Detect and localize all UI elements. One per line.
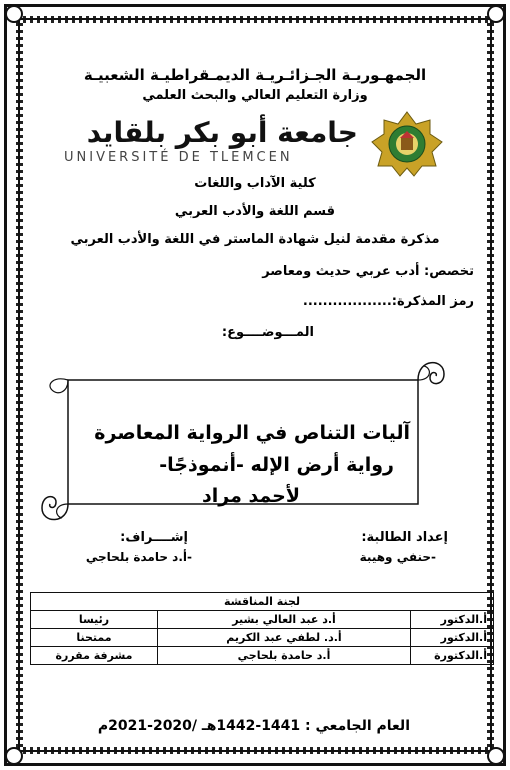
- member-role: رئيسا: [31, 611, 158, 629]
- member-rank: أ.الدكتور: [411, 629, 494, 647]
- thesis-title-line2: رواية أرض الإله -أنموذجًا-: [159, 454, 394, 476]
- republic-heading: الجمهـوريـة الجـزائـريـة الديمـقراطيـة الشعبيـة: [83, 66, 427, 84]
- member-role: مشرفة مقررة: [31, 647, 158, 665]
- corner-ornament: [5, 747, 23, 765]
- academic-year: العام الجامعي : 1441-1442هـ /2020-2021م: [97, 718, 410, 734]
- committee-title: لجنة المناقشة: [31, 593, 494, 611]
- university-logo: [60, 112, 450, 178]
- department-name: قسم اللغة والأدب العربي: [174, 204, 336, 219]
- thesis-title-line3: لأحمد مراد: [201, 485, 300, 507]
- student-name: -حنفي وهيبة: [359, 550, 436, 564]
- topic-label: المـــوضــــوع:: [221, 325, 314, 340]
- memo-description: مذكرة مقدمة لنيل شهادة الماستر في اللغة والأدب العربي: [70, 232, 440, 247]
- corner-ornament: [5, 5, 23, 23]
- member-rank: أ.الدكتور: [411, 611, 494, 629]
- memo-code: رمز المذكرة:..................: [302, 294, 474, 309]
- member-name: أ.د. لطفي عبد الكريم: [158, 629, 411, 647]
- member-name: أ.د عبد العالي بشير: [158, 611, 411, 629]
- corner-ornament: [487, 747, 505, 765]
- faculty-name: كلية الآداب واللغات: [194, 176, 316, 191]
- corner-ornament: [487, 5, 505, 23]
- member-role: ممتحنا: [31, 629, 158, 647]
- member-rank: أ.الدكتورة: [411, 647, 494, 665]
- specialty: تخصص: أدب عربي حديث ومعاصر: [262, 264, 474, 279]
- university-name-fr: UNIVERSITÉ DE TLEMCEN: [64, 150, 293, 165]
- ministry-heading: وزارة التعليم العالي والبحث العلمي: [142, 88, 368, 103]
- table-row: [31, 629, 494, 647]
- supervisor-name: -أ.د حامدة بلحاجي: [85, 550, 192, 564]
- supervisor-label: إشــــراف:: [120, 530, 188, 545]
- table-row: [31, 647, 494, 665]
- member-name: أ.د حامدة بلحاجي: [158, 647, 411, 665]
- university-name-ar: جامعة أبو بكر بلقايد: [86, 116, 358, 149]
- committee-table: [30, 592, 494, 665]
- university-emblem-icon: [370, 110, 444, 178]
- student-label: إعداد الطالبة:: [361, 530, 448, 545]
- table-row: [31, 611, 494, 629]
- thesis-title-line1: آليات التناص في الرواية المعاصرة: [94, 422, 410, 444]
